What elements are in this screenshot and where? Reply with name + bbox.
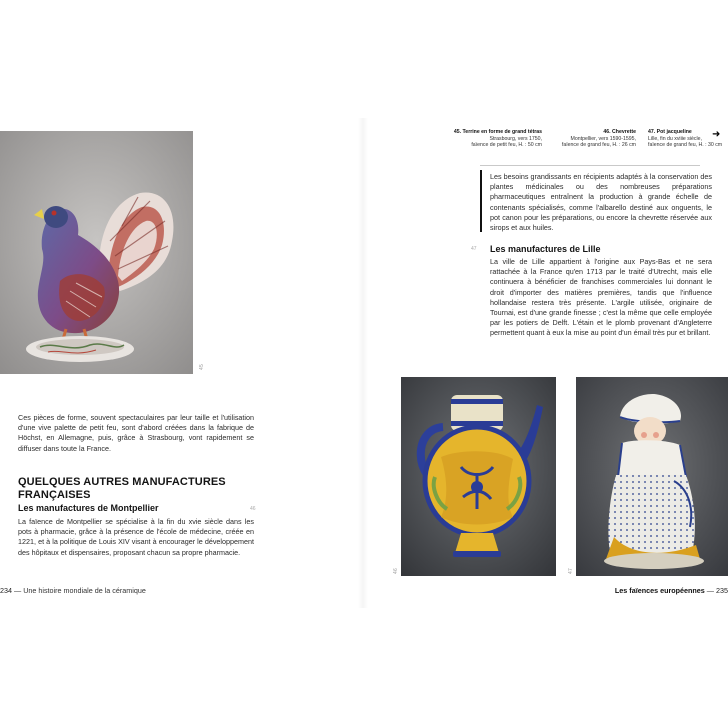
side-figure-ref-47: 47 — [471, 246, 477, 252]
caption-47-material: faïence de grand feu, H. : 30 cm — [648, 142, 723, 148]
figure-number-45: 45 — [199, 364, 205, 370]
running-title: Les faïences européennes — [614, 586, 705, 595]
figure-number-46: 46 — [393, 568, 399, 574]
book-title: Une histoire mondiale de la céramique — [23, 586, 146, 595]
montpellier-subheading: Les manufactures de Montpellier — [18, 503, 159, 513]
chevrette-photo — [401, 377, 556, 576]
left-footer — [0, 586, 146, 595]
left-page-number: 234 — [0, 586, 12, 595]
caption-46 — [562, 129, 636, 149]
caption-45-material: faïence de petit feu, H. : 50 cm — [471, 142, 542, 148]
lille-paragraph: La ville de Lille appartient à l'origine aux Pays-Bas et ne sera rattachée à la France qu'en 1713 par le traité d'Utrecht, mais elle continuera à bénéficier de franchises commerciales lui donnant le droit d'importer des matières premières, tandis que l'influence hollandaise restera très présente. L'argile utilisée, originaire de Tournai, est d'une grande finesse ; c'est la même que celle employée par les potiers de Delft. L'étain et le plomb provenant d'Angleterre permettent quant à eux la mise au point d'un émail très pur et brillant. — [490, 257, 712, 338]
pot-jacqueline-photo — [576, 377, 728, 576]
caption-47-title: 47. Pot jacqueline — [648, 129, 692, 135]
intro-paragraph: Ces pièces de forme, souvent spectaculaires par leur taille et l'utilisation d'une vive palette de petit feu, sont d'abord créées dans la fabrique de Höchst, en Allemagne, puis, grâce à Strasbourg, vont rapidement se diffuser dans toute la France. — [18, 413, 254, 453]
besoins-rule — [480, 170, 482, 232]
caption-45 — [454, 129, 542, 149]
figure-number-47: 47 — [568, 568, 574, 574]
caption-46-title: 46. Chevrette — [603, 129, 636, 135]
caption-46-material: faïence de grand feu, H. : 26 cm — [561, 142, 636, 148]
caption-47-place-date: Lille, fin du xviiie siècle, — [648, 135, 702, 142]
lille-subheading: Les manufactures de Lille — [490, 244, 601, 254]
caption-arrow-icon: ➜ — [712, 129, 721, 140]
besoins-paragraph: Les besoins grandissants en récipients adaptés à la conservation des plantes médicinales ou des nombreuses préparations pharmaceutiques entraînent la production à grande échelle de contenants spécialisés, comme l'albarello destiné aux onguents, le pot canon pour les préparations, ou encore la chevrette réservée aux sirops et aux huiles. — [490, 172, 712, 233]
section-heading: QUELQUES AUTRES MANUFACTURES FRANÇAISES — [18, 476, 226, 501]
right-page-number: 235 — [716, 586, 728, 595]
side-figure-ref-46: 46 — [250, 506, 256, 512]
caption-45-place-date: Strasbourg, vers 1750, — [489, 135, 542, 142]
grouse-tureen-photo — [0, 131, 193, 374]
page-gutter — [358, 118, 368, 608]
right-footer — [615, 586, 728, 595]
caption-45-title: 45. Terrine en forme de grand tétras — [453, 129, 542, 135]
left-footer-separator: — — [12, 586, 24, 595]
caption-46-place-date: Montpellier, vers 1590-1595, — [570, 135, 636, 142]
caption-divider — [480, 165, 700, 166]
right-footer-separator: — — [704, 586, 716, 595]
montpellier-paragraph: La faïence de Montpellier se spécialise à la fin du xvie siècle dans les pots à pharmacie, grâce à la présence de l'école de médecine, créée en 1221, et à la politique de Louis XIV visant à encourager le développement des hôpitaux et dispensaires, proposant chacun sa propre pharmacie. — [18, 517, 254, 557]
